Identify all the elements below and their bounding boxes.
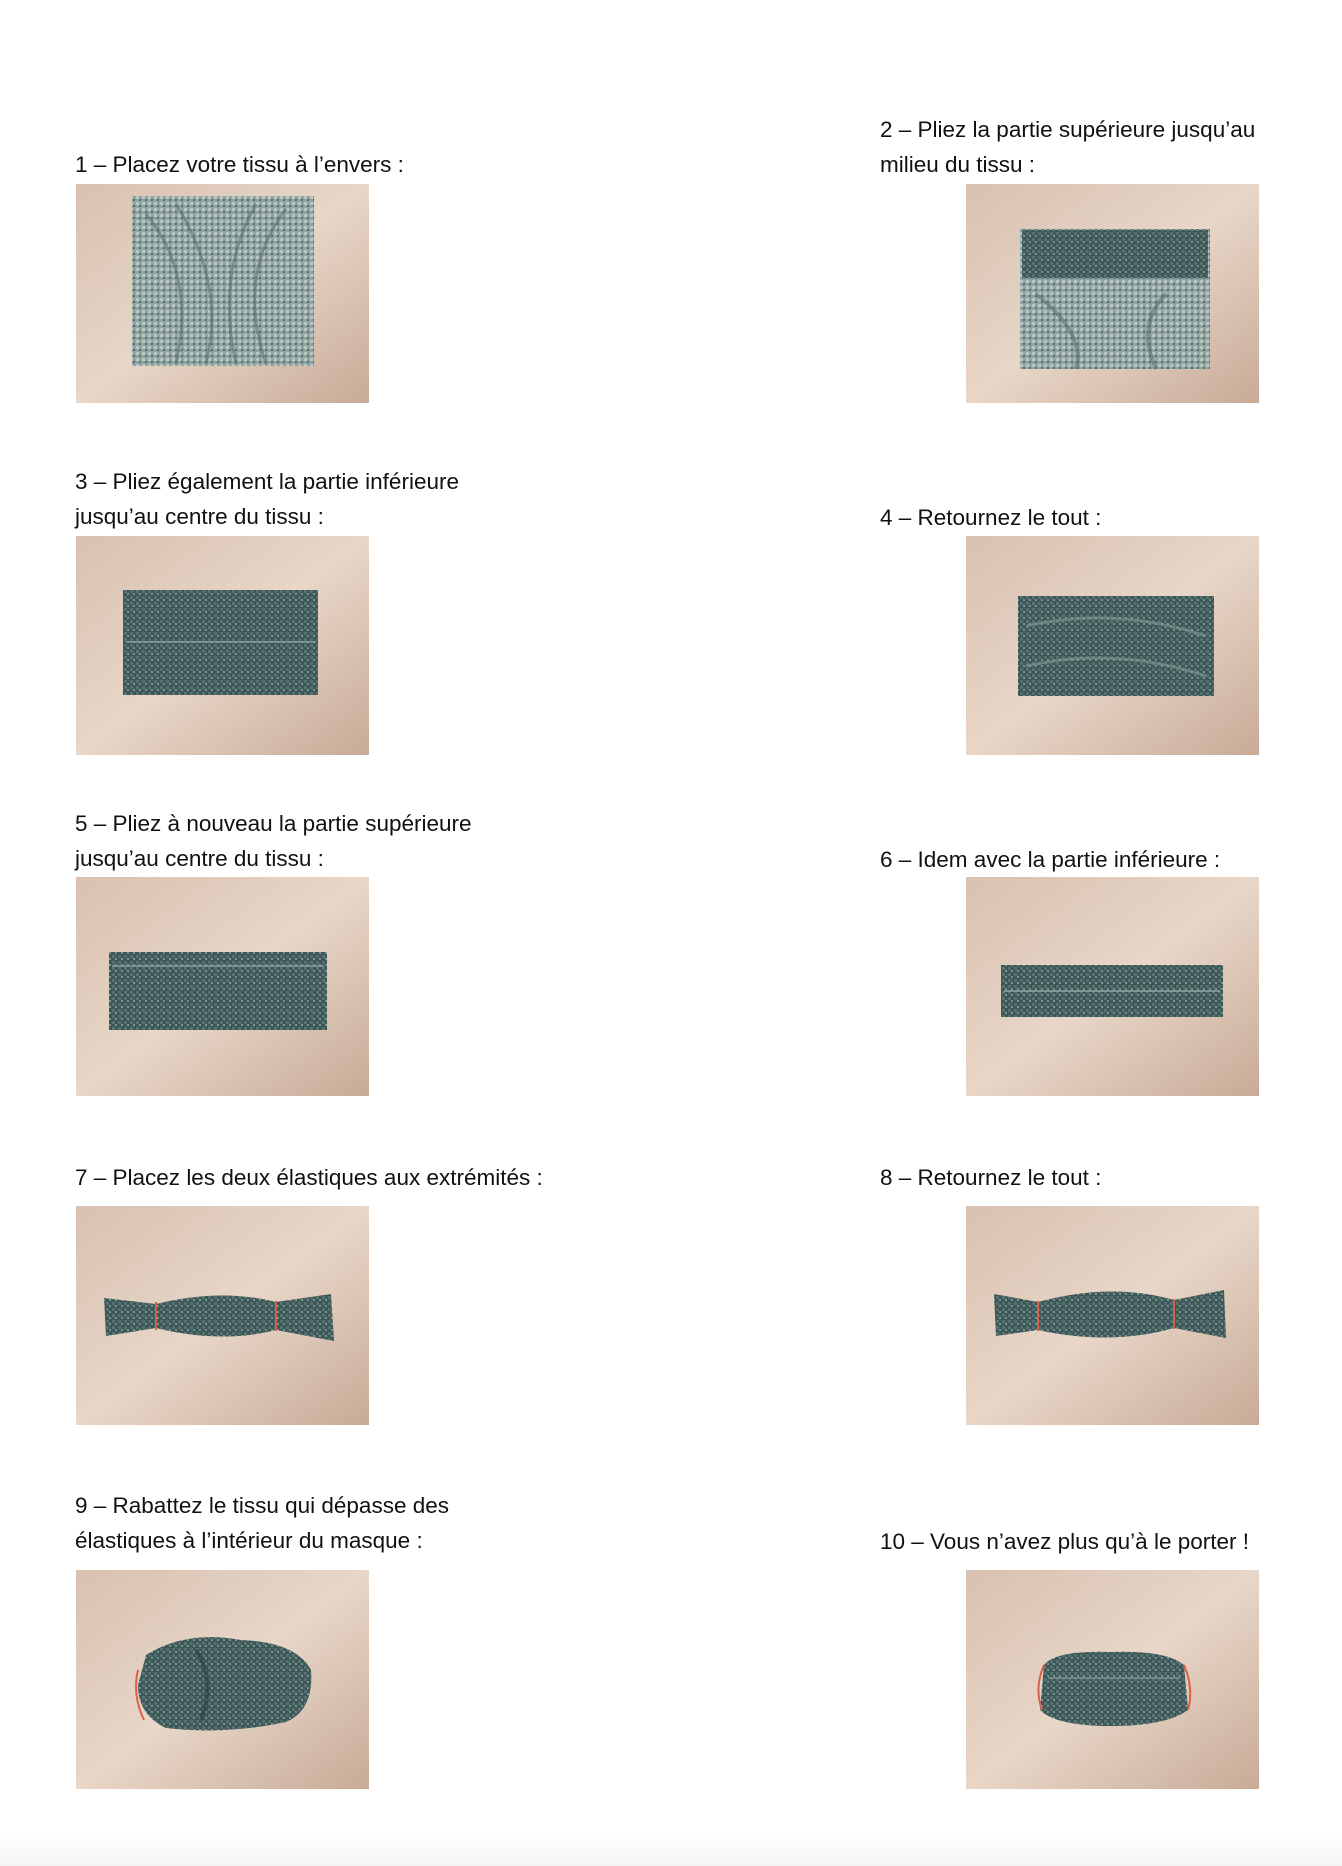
page-bottom-edge [0,1830,1342,1866]
step-caption [75,147,404,182]
step-photo [76,1206,369,1425]
step-photo [966,184,1259,403]
step-caption [75,1488,449,1558]
fabric-top-refolded-photo [76,877,369,1096]
step-photo [76,184,369,403]
caption-line: 10 – Vous n’avez plus qu’à le porter ! [880,1529,1249,1554]
step-caption [880,112,1255,182]
step-photo [966,1570,1259,1789]
caption-line: jusqu’au centre du tissu : [75,504,324,529]
step-caption [75,1160,543,1195]
caption-line: milieu du tissu : [880,152,1036,177]
fabric-with-elastics-photo [76,1206,369,1425]
fabric-bottom-folded-photo [76,536,369,755]
step-caption [75,806,472,876]
caption-line: 2 – Pliez la partie supérieure jusqu’au [880,117,1256,142]
fabric-with-elastics-turned-photo [966,1206,1259,1425]
step-caption [880,842,1220,877]
caption-line: 9 – Rabattez le tissu qui dépasse des [75,1493,449,1518]
step-photo [966,536,1259,755]
step-photo [966,1206,1259,1425]
step-caption [880,500,1101,535]
caption-line: 5 – Pliez à nouveau la partie supérieure [75,811,472,836]
caption-line: 4 – Retournez le tout : [880,505,1102,530]
step-caption [880,1160,1101,1195]
caption-line: jusqu’au centre du tissu : [75,846,324,871]
fabric-strip-photo [966,877,1259,1096]
fabric-square-inside-out-photo [76,184,369,403]
step-photo [966,877,1259,1096]
step-photo [76,536,369,755]
finished-mask-photo [966,1570,1259,1789]
step-caption [880,1524,1249,1559]
caption-line: 6 – Idem avec la partie inférieure : [880,847,1221,872]
step-caption [75,464,459,534]
caption-line: 7 – Placez les deux élastiques aux extrémités : [75,1165,543,1190]
caption-line: 1 – Placez votre tissu à l’envers : [75,152,404,177]
fabric-top-folded-photo [966,184,1259,403]
caption-line: élastiques à l’intérieur du masque : [75,1528,423,1553]
caption-line: 8 – Retournez le tout : [880,1165,1102,1190]
caption-line: 3 – Pliez également la partie inférieure [75,469,459,494]
step-photo [76,1570,369,1789]
step-photo [76,877,369,1096]
mask-ends-tucked-photo [76,1570,369,1789]
fabric-turned-over-photo [966,536,1259,755]
